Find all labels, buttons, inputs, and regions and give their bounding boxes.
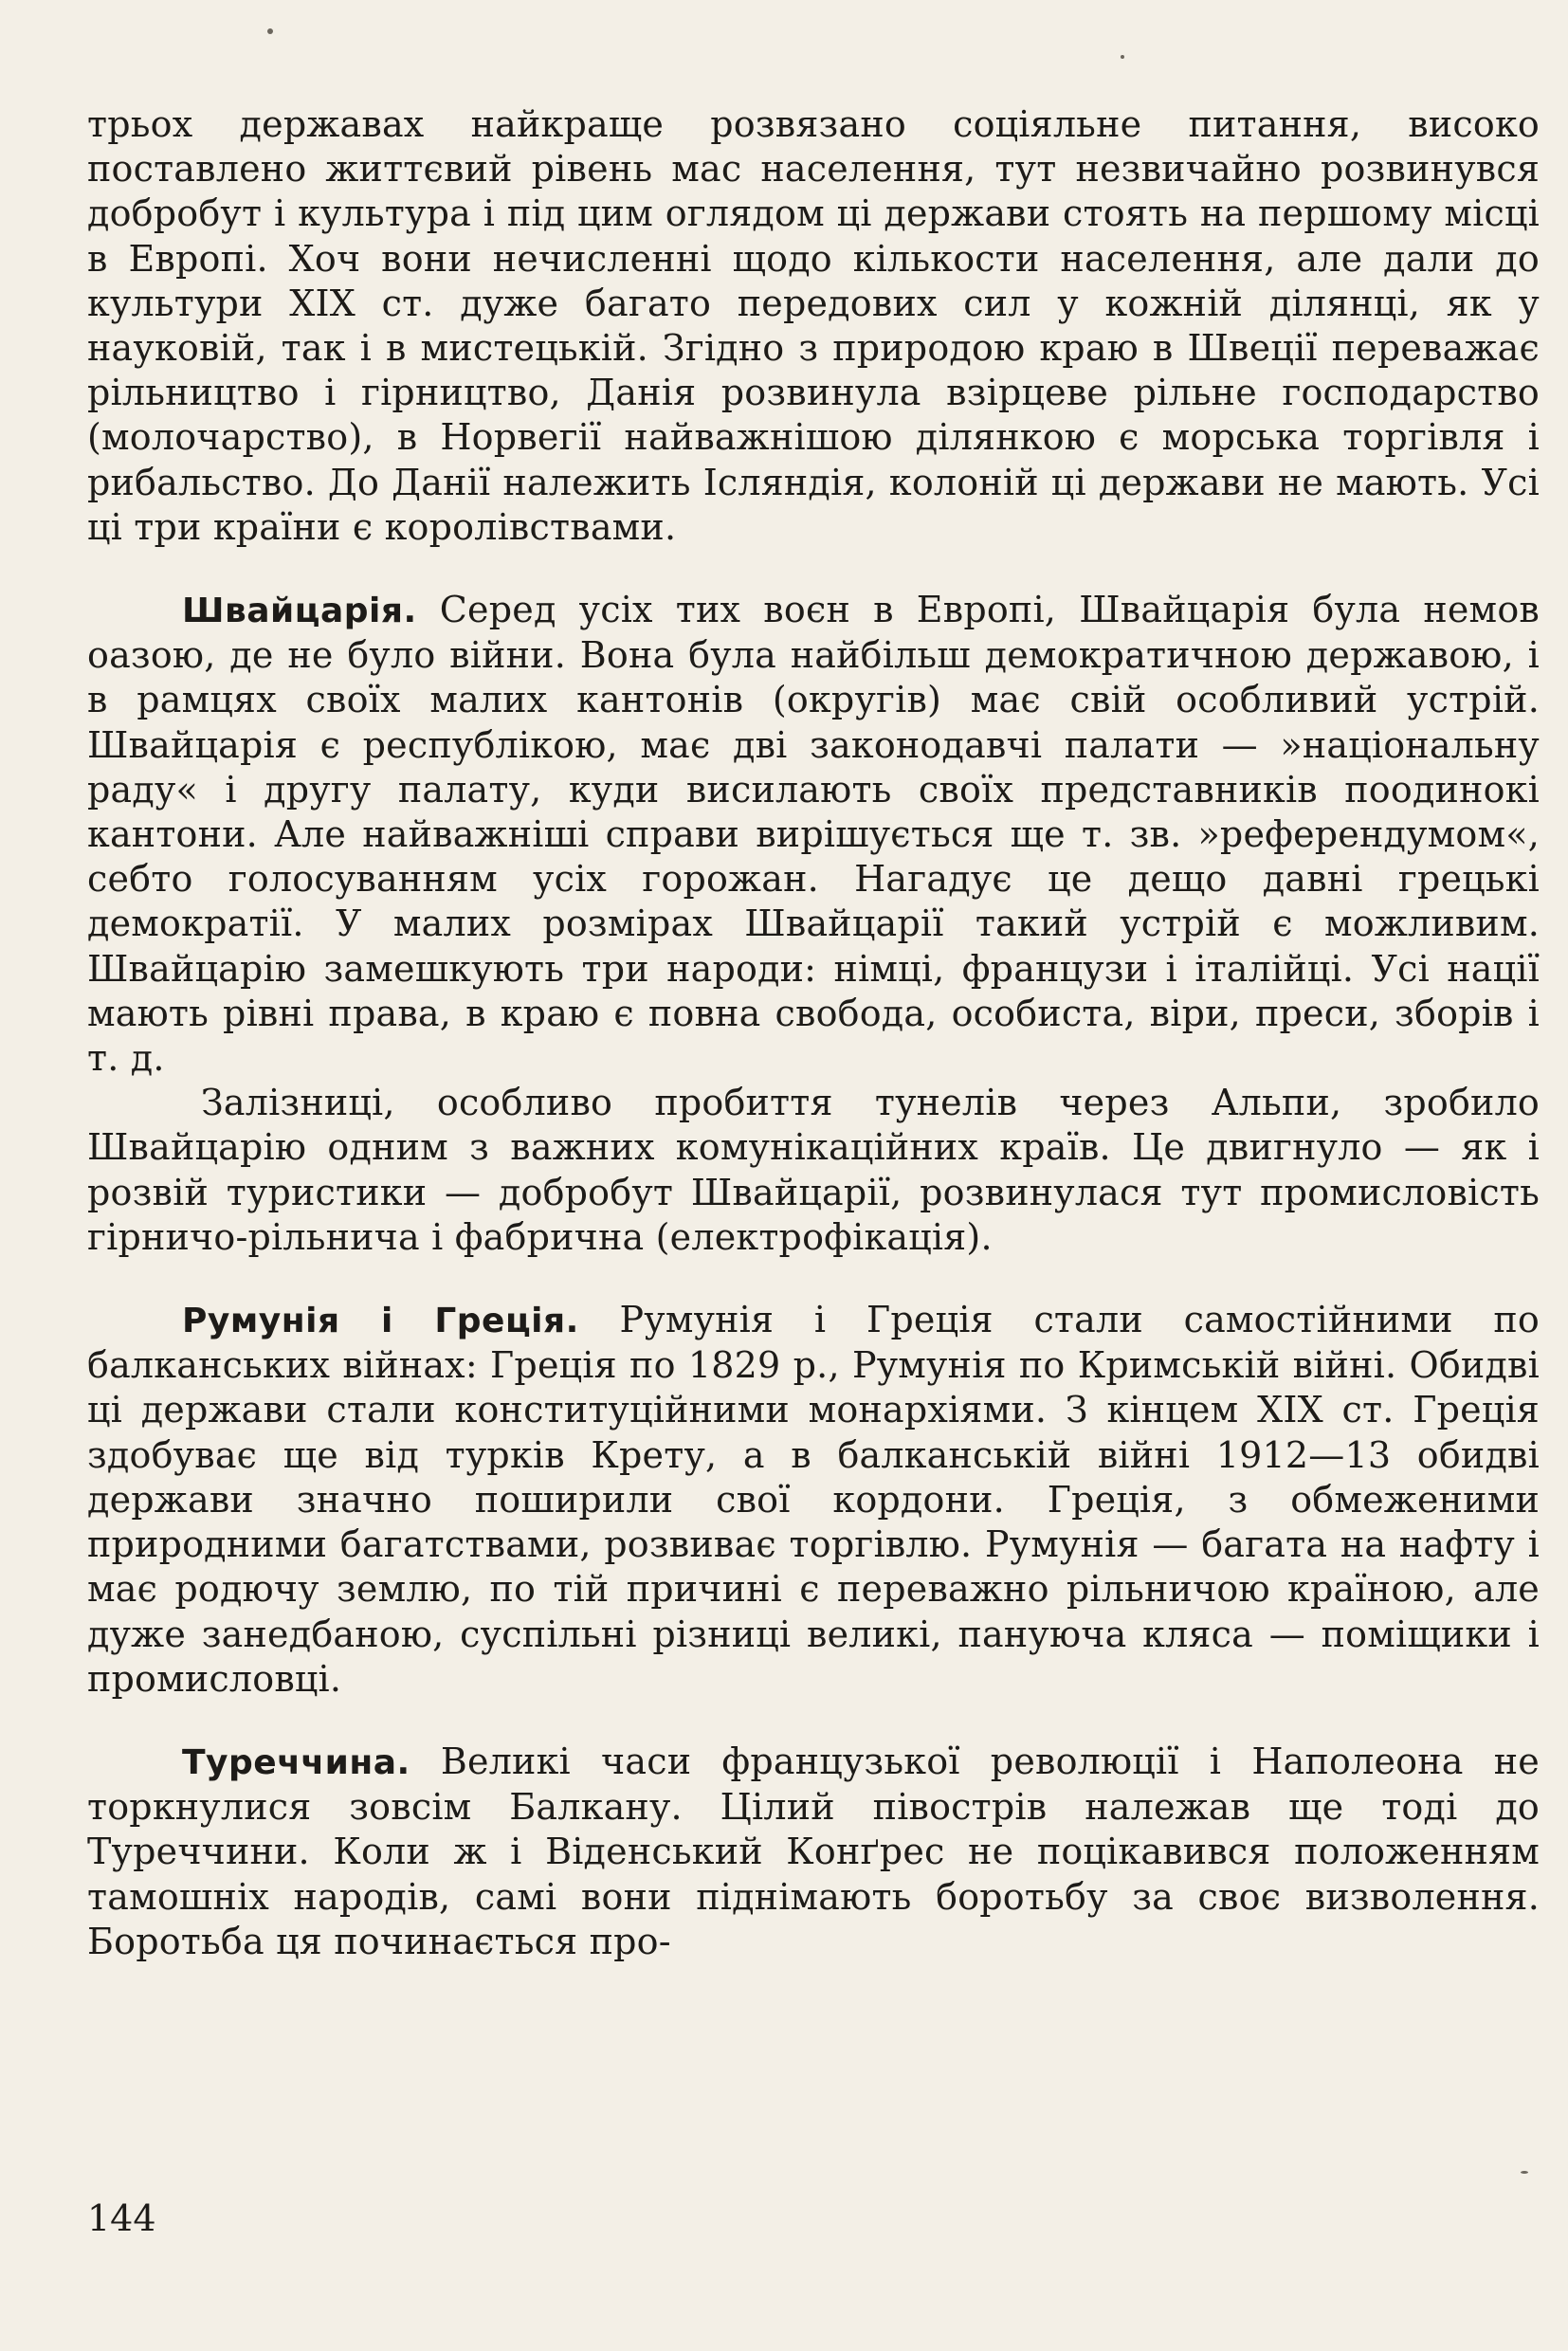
section-text: Великі часи французької революції і Наполеона не торкнулися зовсім Балкану. Цілий півострів належав ще тоді до Туреччини. Коли ж і Віденський Конґрес не поцікавився положенням тамошніх народів, самі вони піднімають боротьбу за своє визволення. Боротьба ця починається про- xyxy=(87,1740,1540,1962)
section-text: Серед усіх тих воєн в Европі, Швайцарія була немов оазою, де не було війни. Вона була найбільш демократичною державою, і в рамцях своїх малих кантонів (округів) має свій особливий устрій. Швайцарія є республікою, має дві законодавчі палати — »національну раду« і другу палату, куди висилають своїх представників поодинокі кантони. Але найважніші справи вирішується ще т. зв. »референдумом«, себто голосуванням усіх горожан. Нагадує це дещо давні грецькі демократії. У малих розмірах Швайцарії такий устрій є можливим. Швайцарію замешкують три народи: німці, французи і італійці. Усі нації мають рівні права, в краю є повна свобода, особиста, віри, преси, зборів і т. д. xyxy=(87,589,1540,1080)
section-paragraph xyxy=(87,588,1540,1081)
section-turkey xyxy=(87,1740,1540,1964)
section-heading: Туреччина. xyxy=(182,1742,410,1782)
paper-speck xyxy=(1521,2171,1528,2174)
section-text: Румунія і Греція стали самостійними по балканських війнах: Греція по 1829 р., Румунія по Кримській війні. Обидві ці держави стали конституційними монархіями. З кінцем XIX ст. Греція здобуває ще від турків Крету, а в балканській війні 1912—13 обидві держави значно поширили свої кордони. Греція, з обмеженими природними багатствами, розвиває торгівлю. Румунія — багата на нафту і має родючу землю, по тій причині є переважно рільничою країною, але дуже занедбаною, суспільні різниці великі, пануюча кляса — поміщики і промисловці. xyxy=(87,1299,1540,1700)
paper-speck xyxy=(1121,55,1124,59)
section-heading: Швайцарія. xyxy=(182,592,417,631)
paper-speck xyxy=(267,28,273,34)
section-heading: Румунія і Греція. xyxy=(182,1302,579,1341)
section-paragraph xyxy=(87,1298,1540,1702)
section-extra-paragraph: Залізниці, особливо пробиття тунелів через Альпи, зробило Швайцарію одним з важних комунікаційних країв. Це двигнуло — як і розвій туристики — добробут Швайцарії, розвинулася тут промисловість гірничо-рільнича і фабрична (електрофікація). xyxy=(87,1082,1540,1258)
section-romania-greece xyxy=(87,1298,1540,1702)
section-switzerland xyxy=(87,588,1540,1260)
page-number: 144 xyxy=(87,2197,156,2239)
intro-paragraph: трьох державах найкраще розвязано соціяльне питання, високо поставлено життєвий рівень мас населення, тут незвичайно розвинувся добробут і культура і під цим оглядом ці держави стоять на першому місці в Европі. Хоч вони нечисленні щодо кількости населення, але дали до культури XIX ст. дуже багато передових сил у кожній ділянці, як у науковій, так і в мистецькій. Згідно з природою краю в Швеції переважає рільництво і гірництво, Данія розвинула взірцеве рільне господарство (молочарство), в Норвегії найважнішою ділянкою є морська торгівля і рибальство. До Данії належить Ісляндія, колоній ці держави не мають. Усі ці три країни є королівствами. xyxy=(87,103,1540,548)
section-paragraph xyxy=(87,1740,1540,1964)
